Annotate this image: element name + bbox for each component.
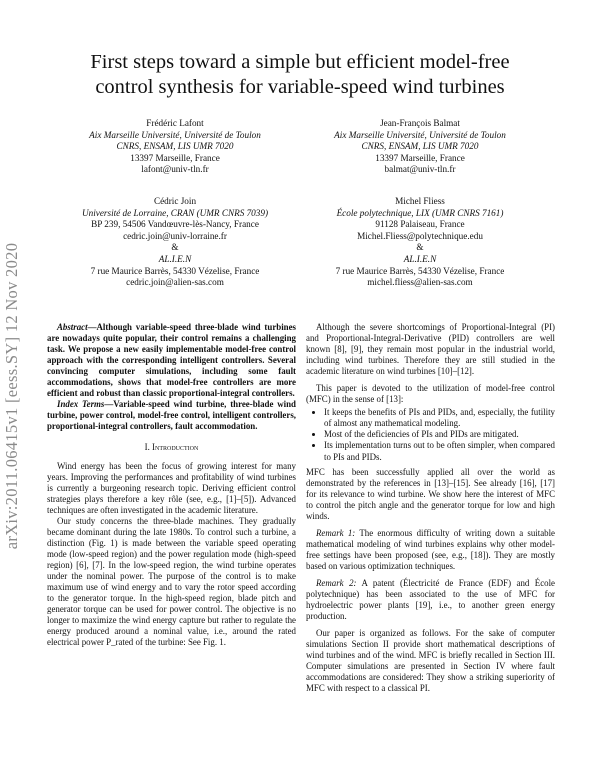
author-block-join xyxy=(70,196,280,289)
author-affiliation: École polytechnique, LIX (UMR CNRS 7161) xyxy=(336,207,504,218)
remark-2 xyxy=(306,578,555,622)
author-address: 13397 Marseille, France xyxy=(130,152,220,163)
right-paragraph-4: Our paper is organized as follows. For the sake of computer simulations Section II provide short mathematical descriptions of wind turbines and of the wind. MFC is briefly recalled in Section III. Computer simulations are presented in Section IV where fault accommodations are considered: They show a striking superiority of MFC with respect to a classical PI. xyxy=(306,628,555,694)
intro-paragraph-2: Our study concerns the three-blade machines. They gradually became dominant during the late 1980s. To control such a turbine, a distinction (Fig. 1) is made between the variable speed operating mode (low-speed region) and the power regulation mode (high-speed region) [6], [7]. In the low-speed region, the wind turbine operates under the nominal power. The purpose of the control is to make maximum use of wind energy and to vary the rotor speed according to the generator torque. In the high-speed region, blade pitch and generator torque can be used for power control. The objective is no longer to maximize the wind energy capture but rather to regulate the energy produced around a nominal value, i.e., around the rated electrical power P_rated of the turbine: See Fig. 1. xyxy=(47,515,296,648)
ampersand: & xyxy=(171,242,179,253)
author-affiliation: Aix Marseille Université, Université de Toulon xyxy=(89,129,261,140)
author-affiliation-2: CNRS, ENSAM, LIS UMR 7020 xyxy=(116,141,234,152)
paper-title xyxy=(40,50,560,100)
author-block-balmat xyxy=(320,118,520,176)
author-email[interactable]: lafont@univ-tln.fr xyxy=(141,164,209,175)
section-heading-introduction: I. Introduction xyxy=(144,442,199,453)
author-organization: AL.I.E.N xyxy=(403,253,437,264)
title-line-2: control synthesis for variable-speed wind turbines xyxy=(95,76,505,98)
author-block-lafont xyxy=(75,118,275,176)
author-address: BP 239, 54506 Vandœuvre-lès-Nancy, France xyxy=(91,219,259,230)
author-name: Jean-François Balmat xyxy=(380,118,460,128)
author-name: Frédéric Lafont xyxy=(146,118,204,128)
author-name: Michel Fliess xyxy=(395,196,445,206)
remark-2-label: Remark 2: xyxy=(316,577,357,588)
author-organization: AL.I.E.N xyxy=(158,253,192,264)
author-affiliation: Aix Marseille Université, Université de Toulon xyxy=(334,129,506,140)
right-paragraph-1: Although the severe shortcomings of Proportional-Integral (PI) and Proportional-Integral-Derivative (PID) controllers are well known [8], [9], they remain most popular in the industrial world, including wind turbines. Therefore they are still studied in the academic literature on wind turbines [10]–[12]. xyxy=(306,322,555,377)
organization-email[interactable]: cedric.join@alien-sas.com xyxy=(126,277,224,288)
left-column xyxy=(47,322,296,648)
remark-1 xyxy=(306,528,555,572)
organization-address: 7 rue Maurice Barrès, 54330 Vézelise, France xyxy=(335,265,505,276)
author-block-fliess xyxy=(315,196,525,289)
index-terms-text: —Variable-speed wind turbine, three-blade wind turbine, power control, model-free control, intelligent controllers, proportional-integral controllers, fault accommodation. xyxy=(47,399,296,432)
mfc-benefits-list xyxy=(306,407,555,462)
author-affiliation-2: CNRS, ENSAM, LIS UMR 7020 xyxy=(361,141,479,152)
remark-1-label: Remark 1: xyxy=(316,527,356,538)
right-column xyxy=(306,322,555,694)
author-email[interactable]: Michel.Fliess@polytechnique.edu xyxy=(357,230,483,241)
author-address: 13397 Marseille, France xyxy=(375,152,465,163)
index-terms xyxy=(47,399,296,432)
list-item: • Its implementation turns out to be often simpler, when compared to PIs and PIDs. xyxy=(324,440,555,462)
arxiv-identifier: arXiv:2011.06415v1 [eess.SY] 12 Nov 2020 xyxy=(2,242,21,550)
ampersand: & xyxy=(416,242,424,253)
list-item: • Most of the deficiencies of PIs and PIDs are mitigated. xyxy=(324,429,555,440)
author-email[interactable]: cedric.join@univ-lorraine.fr xyxy=(123,230,227,241)
abstract-text: —Although variable-speed three-blade wind turbines are nowadays quite popular, their control remains a challenging task. We propose a new easily implementable model-free control approach with the corresponding intelligent controllers. Several convincing computer simulations, including some fault accommodations, shows that model-free controllers are more efficient and robust than classic proportional-integral controllers. xyxy=(47,322,296,399)
organization-address: 7 rue Maurice Barrès, 54330 Vézelise, France xyxy=(90,265,260,276)
intro-paragraph-1: Wind energy has been the focus of growing interest for many years. Improving the performances and profitability of wind turbines is currently a burgeoning research topic. Deriving efficient control strategies plays therefore a key rôle (see, e.g., [1]–[5]). Advanced techniques are often investigated in the academic literature. xyxy=(47,460,296,515)
list-item: • It keeps the benefits of PIs and PIDs, and, especially, the futility of almost any mathematical modeling. xyxy=(324,407,555,429)
author-name: Cédric Join xyxy=(153,196,197,206)
arxiv-margin-stamp xyxy=(1,196,23,596)
remark-1-text: The enormous difficulty of writing down a suitable mathematical modeling of wind turbines explains why other model-free settings have been proposed (see, e.g., [18]). They are mostly based on various optimization techniques. xyxy=(306,527,555,571)
right-paragraph-2: This paper is devoted to the utilization of model-free control (MFC) in the sense of [13]: xyxy=(306,383,555,405)
right-paragraph-3: MFC has been successfully applied all over the world as demonstrated by the references in [13]–[15]. See already [16], [17] for its relevance to wind turbine. We show here the interest of MFC to control the pitch angle and the generator torque for low and high winds. xyxy=(306,466,555,521)
author-address: 91128 Palaiseau, France xyxy=(375,219,465,230)
author-email[interactable]: balmat@univ-tln.fr xyxy=(384,164,456,175)
remark-2-text: A patent (Électricité de France (EDF) and École polytechnique) has been associated to the use of MFC for hydroelectric power plants [19], i.e., to another green energy production. xyxy=(306,577,555,622)
author-affiliation: Université de Lorraine, CRAN (UMR CNRS 7039) xyxy=(81,207,269,218)
index-terms-label: Index Terms xyxy=(57,399,105,410)
abstract-label: Abstract xyxy=(57,322,88,332)
title-line-1: First steps toward a simple but efficient model-free xyxy=(90,51,510,73)
abstract xyxy=(47,322,296,399)
organization-email[interactable]: michel.fliess@alien-sas.com xyxy=(367,277,473,288)
